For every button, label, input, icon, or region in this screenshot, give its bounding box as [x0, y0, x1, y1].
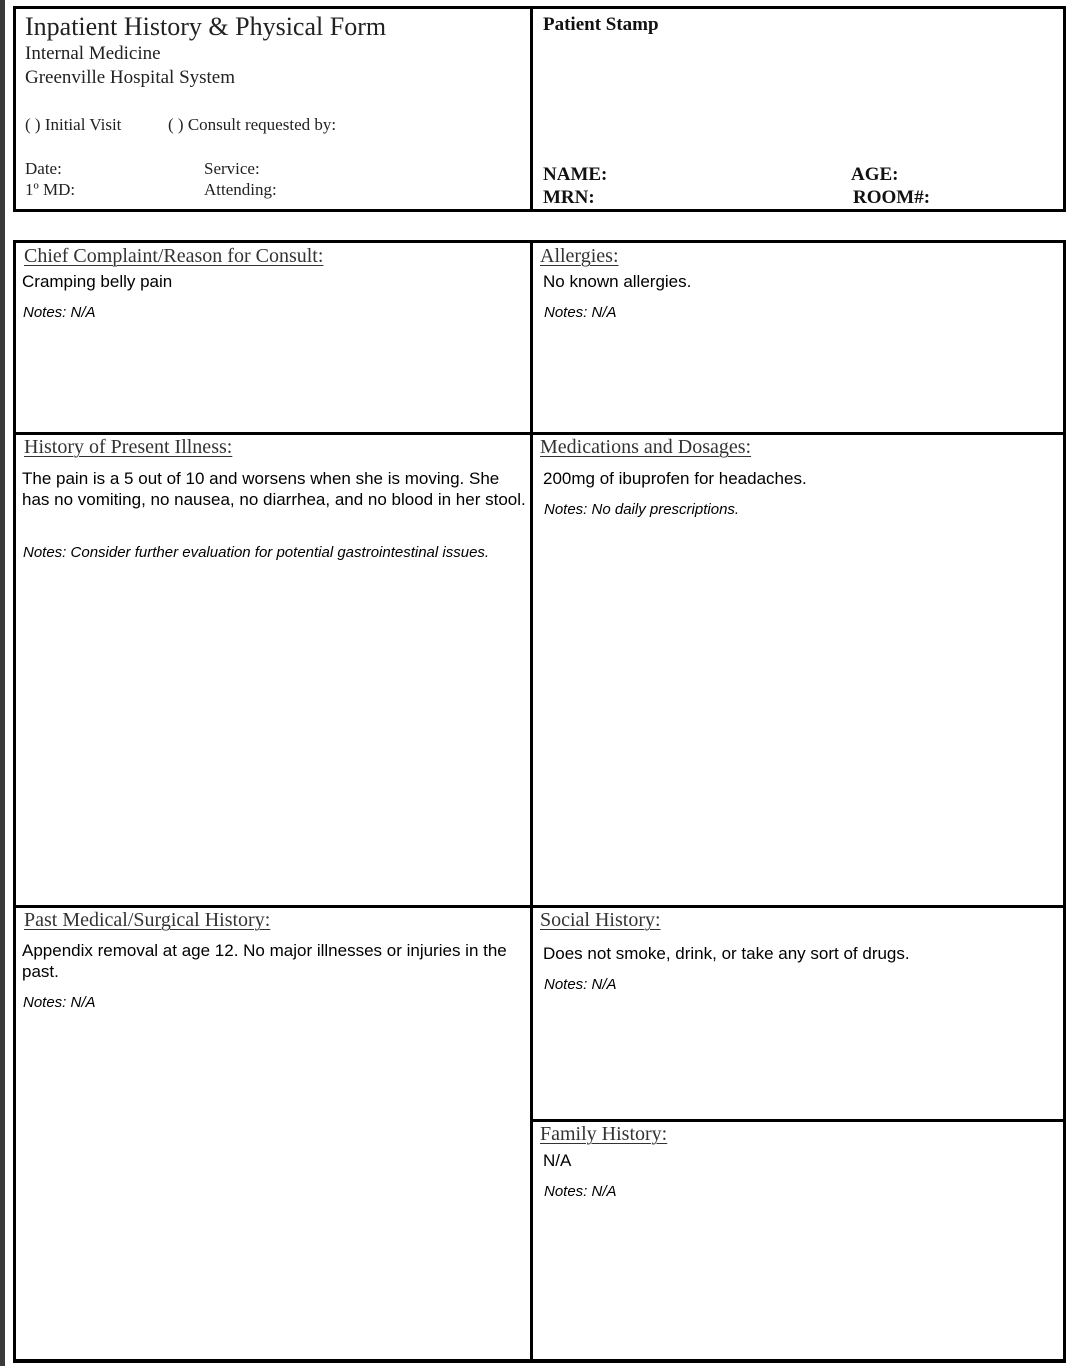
window-edge	[0, 0, 5, 1366]
past-history-section	[16, 908, 530, 1359]
family-history-title: Family History:	[540, 1123, 668, 1145]
social-history-text[interactable]: Does not smoke, drink, or take any sort of drugs.	[543, 944, 910, 963]
consult-option[interactable]: ( ) Consult requested by:	[168, 115, 337, 134]
chief-complaint-notes[interactable]: Notes: N/A	[23, 304, 96, 321]
social-history-section	[533, 908, 1063, 1119]
age-label: AGE:	[851, 164, 899, 185]
past-history-title: Past Medical/Surgical History:	[24, 909, 271, 931]
social-history-title: Social History:	[540, 909, 661, 931]
attending-label: Attending:	[204, 180, 277, 199]
allergies-notes[interactable]: Notes: N/A	[544, 304, 617, 321]
room-label: ROOM#:	[853, 187, 931, 208]
chief-complaint-text[interactable]: Cramping belly pain	[22, 272, 173, 291]
primary-md-label: 1º MD:	[25, 180, 76, 199]
patient-stamp-panel	[533, 9, 1063, 209]
hpi-notes[interactable]: Notes: Consider further evaluation for potential gastrointestinal issues.	[23, 544, 490, 561]
past-history-text[interactable]: Appendix removal at age 12. No major illnesses or injuries in the past.	[22, 941, 507, 981]
medications-title: Medications and Dosages:	[540, 436, 752, 458]
past-history-notes[interactable]: Notes: N/A	[23, 994, 96, 1011]
mrn-label: MRN:	[543, 187, 595, 208]
medications-section	[533, 435, 1063, 905]
history-sections	[13, 240, 1066, 1363]
medications-text[interactable]: 200mg of ibuprofen for headaches.	[543, 469, 807, 488]
social-history-notes[interactable]: Notes: N/A	[544, 976, 617, 993]
patient-stamp-title: Patient Stamp	[543, 14, 659, 35]
date-label: Date:	[25, 159, 62, 178]
form-header	[13, 6, 1066, 212]
hpi-text[interactable]: The pain is a 5 out of 10 and worsens when she is moving. She has no vomiting, no nausea, no diarrhea, and no blood in her stool.	[22, 469, 526, 509]
allergies-text[interactable]: No known allergies.	[543, 272, 692, 291]
form-title: Inpatient History & Physical Form	[25, 12, 387, 41]
family-history-text[interactable]: N/A	[543, 1151, 572, 1170]
chief-complaint-section	[16, 243, 530, 432]
hpi-section	[16, 435, 530, 905]
family-history-section	[533, 1122, 1063, 1359]
initial-visit-option[interactable]: ( ) Initial Visit	[25, 115, 122, 134]
chief-complaint-title: Chief Complaint/Reason for Consult:	[24, 245, 324, 267]
allergies-title: Allergies:	[540, 245, 619, 267]
family-history-notes[interactable]: Notes: N/A	[544, 1183, 617, 1200]
service-label: Service:	[204, 159, 260, 178]
allergies-section	[533, 243, 1063, 432]
medications-notes[interactable]: Notes: No daily prescriptions.	[544, 501, 740, 518]
hospital-name: Greenville Hospital System	[25, 67, 236, 88]
hpi-title: History of Present Illness:	[24, 436, 233, 458]
name-label: NAME:	[543, 164, 608, 185]
department: Internal Medicine	[25, 43, 161, 64]
form-info-panel	[16, 9, 533, 209]
